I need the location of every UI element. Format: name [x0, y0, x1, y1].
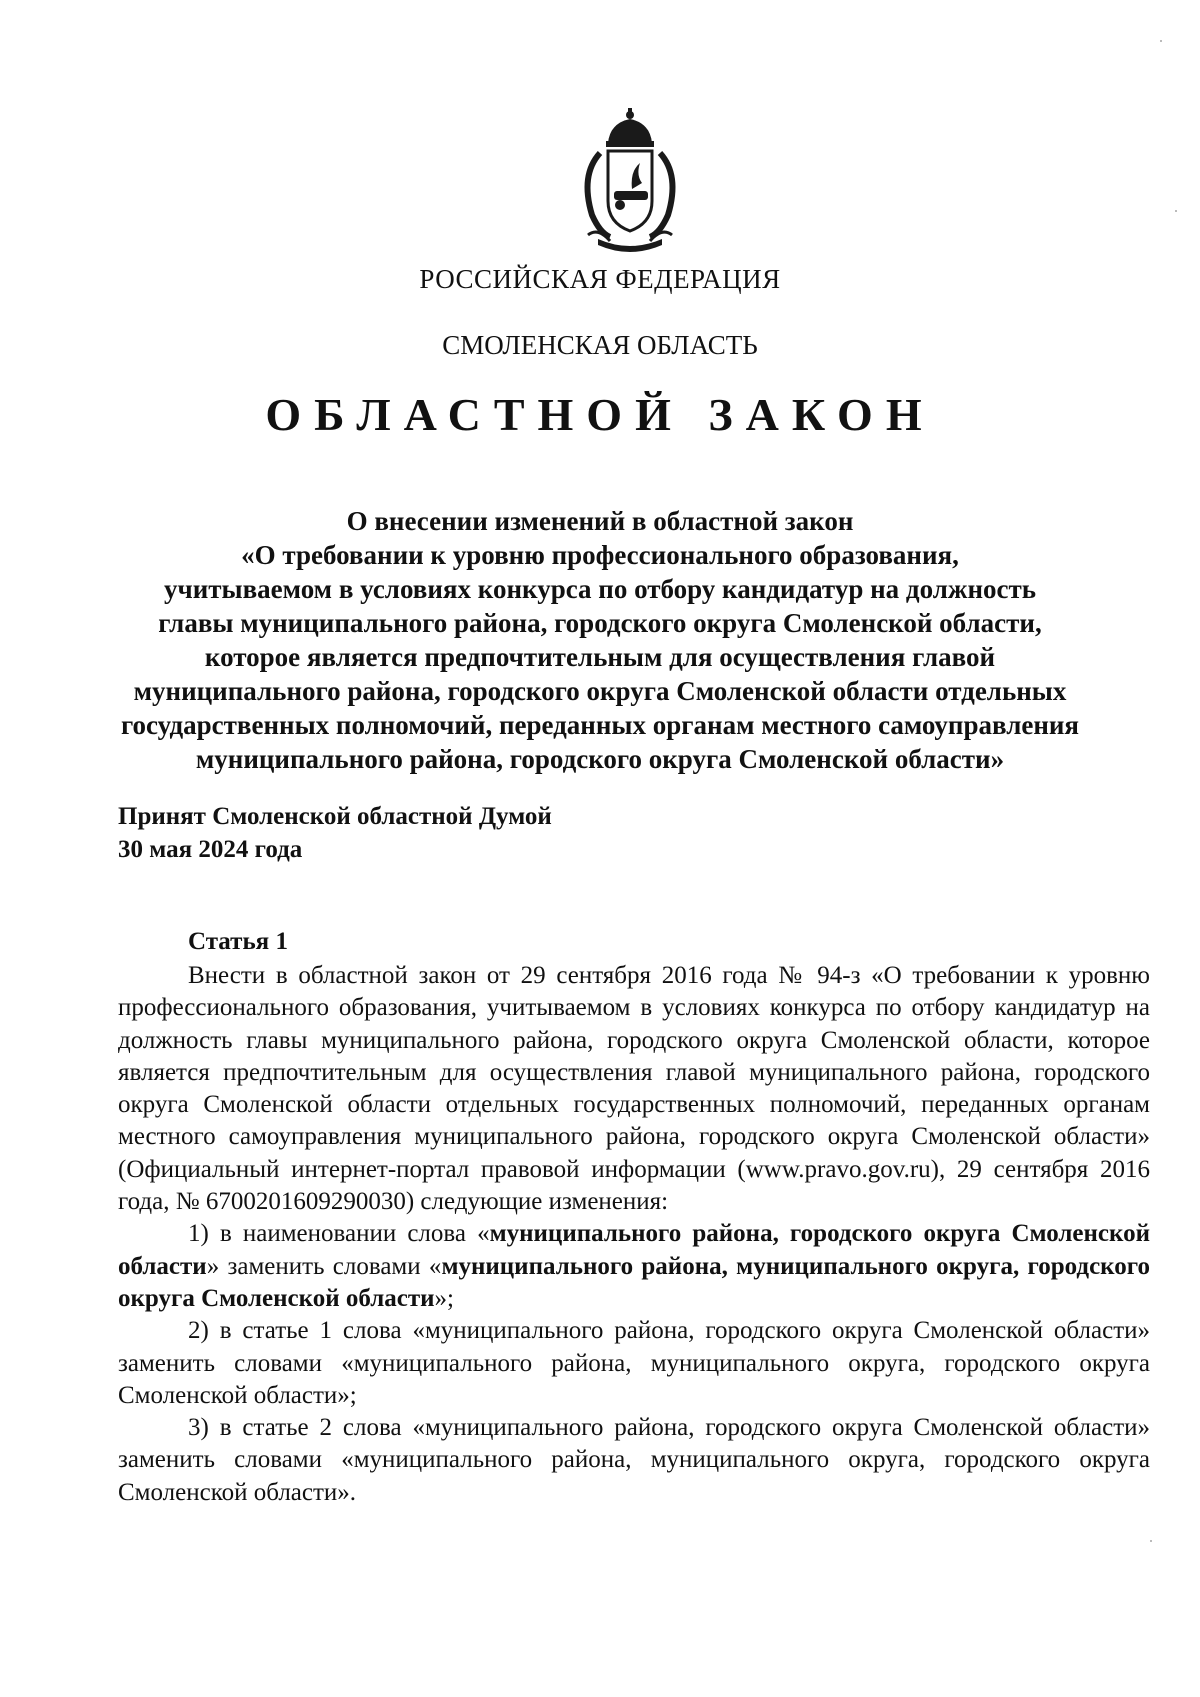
- law-title: [0, 504, 1200, 776]
- adoption-date: 30 мая 2024 года: [118, 836, 303, 863]
- title-line: главы муниципального района, городского округа Смоленской области,: [158, 608, 1042, 638]
- scan-speck: [1175, 210, 1177, 212]
- document-type-heading: ОБЛАСТНОЙ ЗАКОН: [265, 389, 935, 440]
- adoption-body: Принят Смоленской областной Думой: [118, 803, 552, 830]
- title-line: О внесении изменений в областной закон: [346, 506, 854, 536]
- item-text: » заменить словами «: [206, 1252, 442, 1280]
- article-body: [118, 960, 1150, 1509]
- country-heading: РОССИЙСКАЯ ФЕДЕРАЦИЯ: [419, 264, 781, 294]
- title-line: муниципального района, городского округа Смоленской области»: [195, 744, 1005, 774]
- amendment-item-1: [118, 1218, 1150, 1315]
- coat-of-arms-icon: [570, 105, 690, 255]
- adoption-info: [118, 800, 552, 866]
- title-line: муниципального района, городского округа Смоленской области отдельных: [133, 676, 1067, 706]
- old-wording: муниципального района, городского округа Смоленской области: [118, 1220, 1150, 1280]
- article-intro: Внести в областной закон от 29 сентября 2016 года № 94-з «О требовании к уровню профессионального образования, учитываемом в условиях конкурса по отбору кандидатур на должность главы муниципального района, городского округа Смоленской области, которое является предпочтительным для осуществления главой муниципального района, городского округа Смоленской области отдельных государственных полномочий, переданных органам местного самоуправления муниципального района, городского округа Смоленской области» (Официальный интернет-портал правовой информации (www.pravo.gov.ru), 29 сентября 2016 года, № 6700201609290030) следующие изменения:: [118, 962, 1150, 1216]
- title-line: государственных полномочий, переданных органам местного самоуправления: [120, 710, 1080, 740]
- title-line: которое является предпочтительным для осуществления главой: [204, 642, 996, 672]
- item-text: »;: [434, 1284, 454, 1312]
- new-wording: муниципального района, муниципального округа, городского округа Смоленской области: [118, 1252, 1150, 1312]
- region-heading: СМОЛЕНСКАЯ ОБЛАСТЬ: [442, 330, 758, 360]
- title-line: «О требовании к уровню профессионального образования,: [241, 540, 959, 570]
- title-line: учитываемом в условиях конкурса по отбору кандидатур на должность: [163, 574, 1037, 604]
- article-heading: Статья 1: [188, 928, 288, 955]
- scan-speck: [1150, 1540, 1152, 1542]
- item-text: 1) в наименовании слова «: [188, 1220, 490, 1248]
- amendment-item-2: 2) в статье 1 слова «муниципального района, городского округа Смоленской области» заменить словами «муниципального района, муниципального округа, городского округа Смоленской области»;: [118, 1317, 1150, 1409]
- scan-speck: [1160, 40, 1162, 42]
- amendment-item-3: 3) в статье 2 слова «муниципального района, городского округа Смоленской области» заменить словами «муниципального района, муниципального округа, городского округа Смоленской области».: [118, 1414, 1150, 1506]
